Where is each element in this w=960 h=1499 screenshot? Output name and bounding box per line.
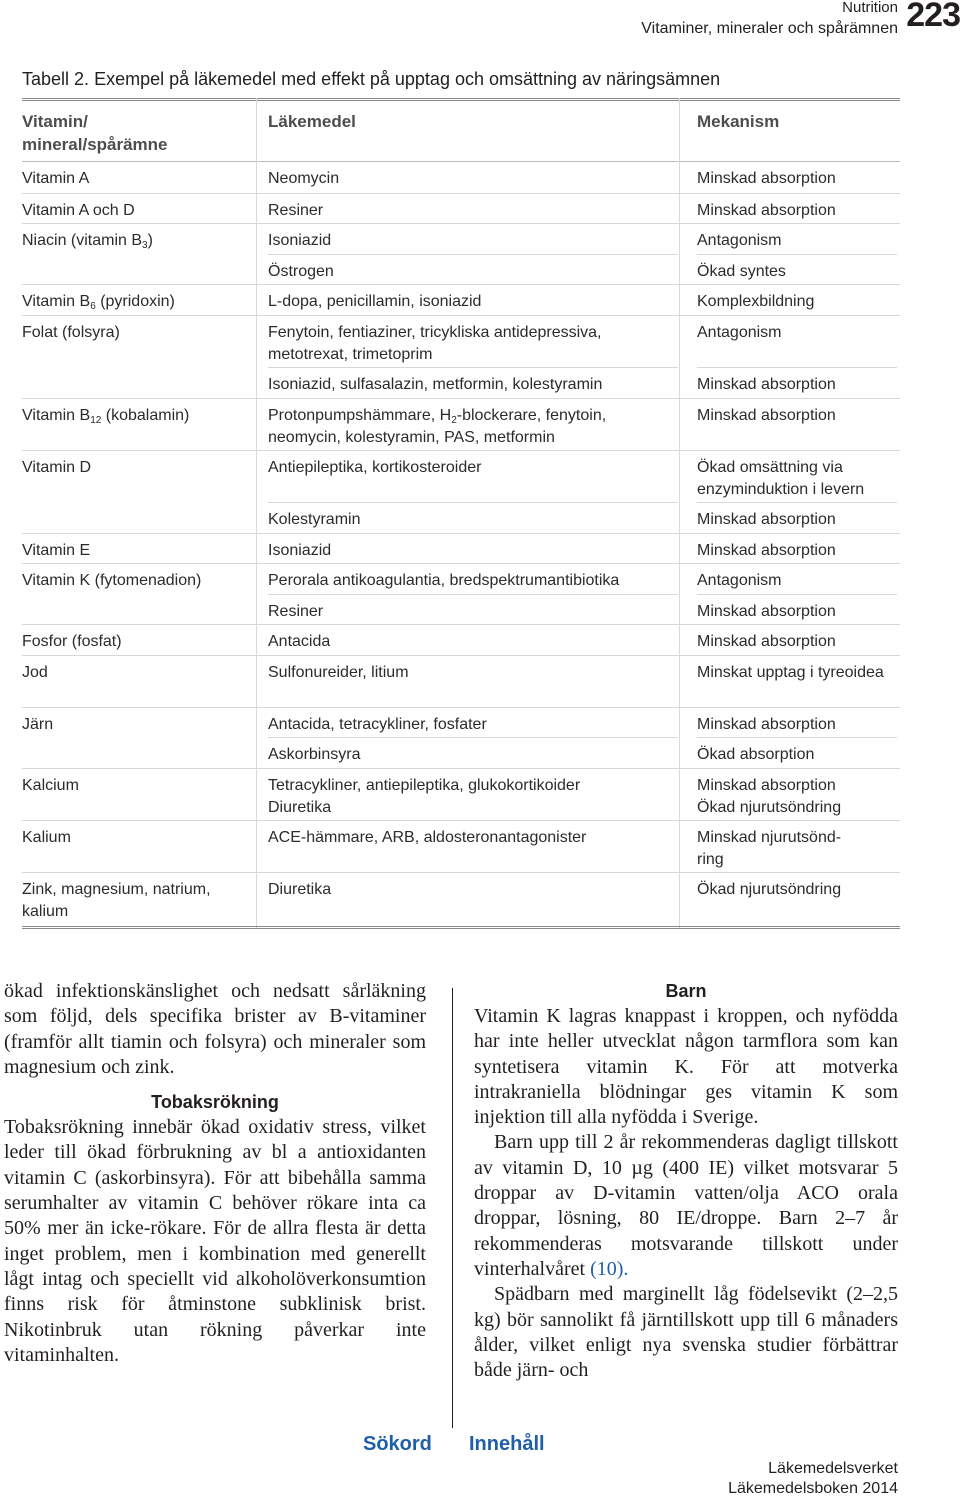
cell-mechanism: Antagonism bbox=[697, 232, 782, 249]
cell-nutrient: Vitamin D bbox=[22, 459, 92, 476]
table-row bbox=[22, 398, 900, 450]
cell-nutrient-text: (pyridoxin) bbox=[95, 293, 175, 310]
cell-mechanism bbox=[697, 775, 897, 818]
cell-nutrient: Folat (folsyra) bbox=[22, 324, 120, 341]
footer-publisher: Läkemedelsverket bbox=[768, 1460, 898, 1477]
cell-mechanism: Minskad absorption bbox=[697, 502, 897, 531]
cell-drug: Resiner bbox=[268, 202, 324, 219]
cell-nutrient-text: (kobalamin) bbox=[101, 407, 190, 424]
table-row bbox=[22, 624, 900, 655]
table-label: Tabell 2. bbox=[22, 69, 90, 89]
right-text-column bbox=[474, 979, 898, 1383]
subscript: 12 bbox=[90, 415, 102, 426]
table-row bbox=[22, 502, 900, 533]
cell-mechanism: Minskad absorption bbox=[697, 367, 897, 396]
cell-drug: Isoniazid bbox=[268, 542, 332, 559]
cell-nutrient: Kalcium bbox=[22, 777, 79, 794]
cell-nutrient-text: Vitamin B bbox=[22, 293, 91, 310]
cell-drug: Antacida, tetracykliner, fosfater bbox=[268, 716, 487, 733]
subscript: 6 bbox=[90, 301, 96, 312]
cell-nutrient: Vitamin A och D bbox=[22, 202, 135, 219]
column-rule bbox=[452, 988, 453, 1428]
cell-nutrient-text: Vitamin B bbox=[22, 407, 91, 424]
cell-drug bbox=[268, 405, 678, 448]
cell-nutrient: Vitamin E bbox=[22, 542, 91, 559]
cell-drug bbox=[268, 775, 678, 818]
table-row bbox=[22, 563, 900, 594]
column-header-nutrient bbox=[22, 110, 168, 156]
table-row bbox=[22, 820, 900, 872]
cell-drug: Fenytoin, fentiaziner, tricykliska antidepressiva, metotrexat, trimetoprim bbox=[268, 324, 602, 363]
cell-nutrient-text: Niacin (vitamin B bbox=[22, 232, 143, 249]
section-heading-smoking: Tobaksrökning bbox=[151, 1092, 279, 1113]
cell-mechanism: Ökad absorption bbox=[697, 737, 897, 766]
cell-mechanism-line: Minskad njurutsönd- bbox=[697, 829, 842, 846]
table-caption bbox=[22, 68, 720, 90]
reference-link[interactable]: (10). bbox=[590, 1257, 629, 1280]
paragraph: Tobaksrökning innebär ökad oxidativ stress, vilket leder till ökad förbrukning av bl a antioxidanten vitamin C (askorbinsyra). För att bibehålla samma serumhalter av vitamin C behöver rökare inta ca 50% mer än icke-rökare. För de allra flesta är detta inget problem, men i kombination med generellt lågt intag och speciellt vid alkoholöverkonsumtion finns risk för åtminstone subklinisk brist. Nikotinbruk utan rökning påverkar inte vitaminhalten. bbox=[4, 1116, 426, 1366]
cell-drug: Antiepileptika, kortikosteroider bbox=[268, 459, 482, 476]
running-header-subtitle: Vitaminer, mineraler och spårämnen bbox=[641, 20, 898, 37]
cell-mechanism-line: Ökad njurutsöndring bbox=[697, 798, 842, 816]
cell-mechanism: Ökad syntes bbox=[697, 254, 897, 283]
paragraph bbox=[474, 1130, 898, 1282]
cell-drug-line: Tetracykliner, antiepileptika, glukokortikoider bbox=[268, 777, 581, 794]
cell-nutrient bbox=[22, 230, 262, 252]
search-index-link[interactable]: Sökord bbox=[363, 1433, 432, 1455]
cell-nutrient: Vitamin K (fytomenadion) bbox=[22, 572, 202, 589]
table-row bbox=[22, 162, 900, 193]
table-bottom-rule bbox=[22, 926, 900, 930]
cell-drug: Antacida bbox=[268, 633, 331, 650]
table-row bbox=[22, 768, 900, 820]
table-row bbox=[22, 737, 900, 768]
table-row bbox=[22, 223, 900, 254]
cell-drug: Neomycin bbox=[268, 170, 340, 187]
cell-drug: Isoniazid bbox=[268, 232, 332, 249]
column-header-nutrient-line2: mineral/spårämne bbox=[22, 135, 168, 154]
cell-mechanism: Minskad absorption bbox=[697, 542, 836, 559]
cell-mechanism bbox=[697, 827, 897, 870]
cell-drug: Resiner bbox=[268, 594, 678, 623]
table-row bbox=[22, 284, 900, 315]
table-row bbox=[22, 655, 900, 707]
cell-drug-text: -blockerare, fenytoin, neomycin, kolestyramin, PAS, metformin bbox=[268, 407, 607, 446]
cell-drug: Östrogen bbox=[268, 254, 678, 283]
table-top-rule bbox=[22, 98, 900, 102]
cell-nutrient: Kalium bbox=[22, 829, 71, 846]
table-row bbox=[22, 594, 900, 624]
cell-mechanism: Antagonism bbox=[697, 572, 782, 589]
cell-mechanism: Ökad omsättning via enzyminduktion i levern bbox=[697, 459, 865, 498]
cell-drug: Diuretika bbox=[268, 881, 332, 898]
table-row bbox=[22, 707, 900, 737]
table-row bbox=[22, 450, 900, 502]
cell-mechanism: Minskad absorption bbox=[697, 716, 836, 733]
section-heading-children: Barn bbox=[665, 981, 707, 1001]
cell-drug: Kolestyramin bbox=[268, 502, 678, 531]
table-caption-text: Exempel på läkemedel med effekt på upptag och omsättning av näringsämnen bbox=[94, 69, 721, 89]
cell-nutrient: Zink, magnesium, natrium, kalium bbox=[22, 881, 211, 920]
cell-mechanism: Minskad absorption bbox=[697, 633, 836, 650]
table-row bbox=[22, 315, 900, 367]
cell-drug-text: Protonpumpshämmare, H bbox=[268, 407, 452, 424]
cell-nutrient bbox=[22, 291, 262, 313]
cell-mechanism: Minskad absorption bbox=[697, 170, 836, 187]
cell-drug: Askorbinsyra bbox=[268, 737, 678, 766]
table-row bbox=[22, 254, 900, 284]
subscript: 2 bbox=[451, 415, 457, 426]
table-row bbox=[22, 872, 900, 926]
column-header-nutrient-line1: Vitamin/ bbox=[22, 112, 88, 131]
cell-nutrient: Vitamin A bbox=[22, 170, 90, 187]
cell-mechanism-line: Minskad absorption bbox=[697, 777, 836, 794]
cell-mechanism: Antagonism bbox=[697, 324, 782, 341]
cell-nutrient bbox=[22, 405, 262, 427]
paragraph: Vitamin K lagras knappast i kroppen, och nyfödda har inte heller utvecklat någon tarmflora som kan syntetisera vitamin K. För att motverka intrakraniella blödningar ges vitamin K som injektion till alla nyfödda i Sverige. bbox=[474, 1005, 898, 1129]
table-row bbox=[22, 367, 900, 398]
footer-book: Läkemedelsboken 2014 bbox=[728, 1480, 898, 1497]
column-header-drug: Läkemedel bbox=[268, 112, 356, 131]
cell-mechanism: Minskad absorption bbox=[697, 407, 836, 424]
paragraph: Spädbarn med marginellt låg födelsevikt (2–2,5 kg) bör sannolikt få järntillskott upp till 6 månaders ålder, vilket enligt nya svenska studier förbättrar både järn- och bbox=[474, 1283, 898, 1382]
page-number: 223 bbox=[906, 0, 960, 34]
cell-mechanism-line: ring bbox=[697, 850, 724, 868]
table-row bbox=[22, 193, 900, 223]
cell-mechanism: Komplexbildning bbox=[697, 293, 815, 310]
cell-mechanism: Minskad absorption bbox=[697, 594, 897, 623]
cell-mechanism: Minskat upptag i tyreoidea bbox=[697, 664, 884, 681]
cell-nutrient-text: ) bbox=[147, 232, 153, 249]
cell-drug: Isoniazid, sulfasalazin, metformin, kolestyramin bbox=[268, 367, 678, 396]
cell-drug: L-dopa, penicillamin, isoniazid bbox=[268, 293, 482, 310]
cell-drug: Perorala antikoagulantia, bredspektrumantibiotika bbox=[268, 572, 620, 589]
cell-drug: Sulfonureider, litium bbox=[268, 664, 409, 681]
table-row bbox=[22, 533, 900, 563]
cell-nutrient: Fosfor (fosfat) bbox=[22, 633, 122, 650]
column-header-mechanism: Mekanism bbox=[697, 112, 780, 131]
cell-drug: ACE-hämmare, ARB, aldosteronantagonister bbox=[268, 829, 587, 846]
paragraph: ökad infektionskänslighet och nedsatt sårläkning som följd, dels specifika brister av B-vitaminer (framför allt tiamin och folsyra) och mineraler som magnesium och zink. bbox=[4, 980, 426, 1078]
cell-nutrient: Järn bbox=[22, 716, 54, 733]
running-header-section: Nutrition bbox=[842, 0, 898, 16]
cell-drug-line: Diuretika bbox=[268, 798, 332, 816]
cell-nutrient: Jod bbox=[22, 664, 48, 681]
paragraph-text: Barn upp till 2 år rekommenderas dagligt tillskott av vitamin D, 10 µg (400 IE) vilket motsvarar 5 droppar av D-vitamin vatten/olja ACO orala droppar, lösning, 80 IE/droppe. Barn 2–7 år rekommenderas motsvarande tillskott under vinterhalvåret bbox=[474, 1131, 898, 1280]
cell-mechanism: Minskad absorption bbox=[697, 202, 836, 219]
subscript: 3 bbox=[142, 240, 148, 251]
cell-mechanism: Ökad njurutsöndring bbox=[697, 881, 842, 898]
contents-link[interactable]: Innehåll bbox=[469, 1433, 545, 1455]
left-text-column bbox=[4, 979, 426, 1368]
